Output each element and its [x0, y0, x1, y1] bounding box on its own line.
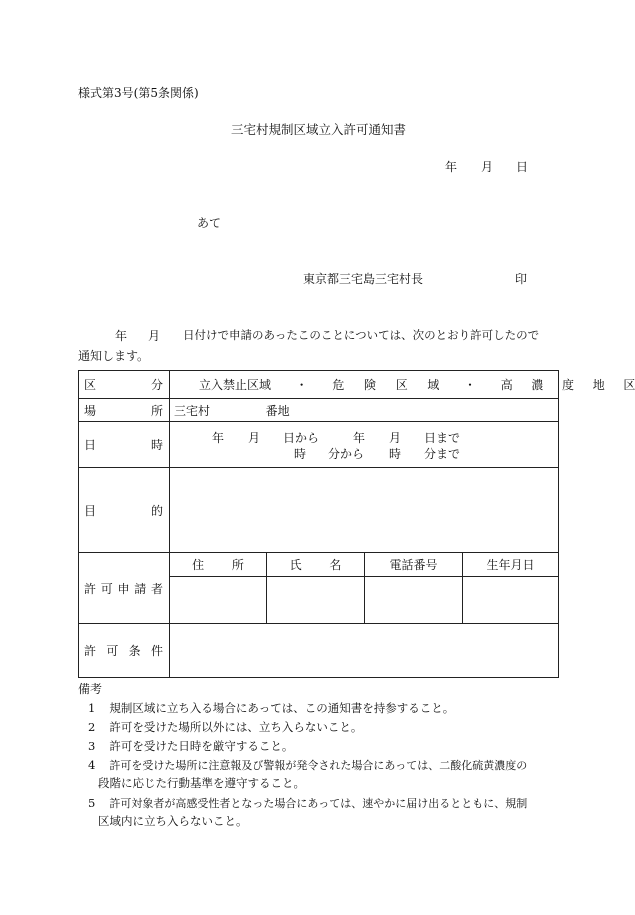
dt-to-minute: 分まで	[424, 447, 461, 461]
label-category-char: 分	[150, 378, 163, 392]
col-address-char: 住	[192, 558, 205, 572]
notes-heading: 備考	[78, 682, 103, 696]
body-year: 年	[115, 329, 128, 343]
note-number: 2	[88, 720, 96, 734]
option-restricted-area[interactable]: 立入禁止区域	[199, 378, 272, 392]
label-purpose-char: 的	[150, 503, 163, 518]
option-high-conc-char[interactable]: 度	[562, 378, 575, 392]
row-datetime	[79, 422, 559, 468]
body-line2: 通知します。	[78, 349, 150, 363]
dt-from-minute: 分から	[328, 447, 365, 461]
label-applicant-char: 許	[84, 581, 97, 596]
dt-from-day: 日から	[283, 431, 320, 445]
col-address-header	[170, 553, 267, 577]
option-danger-char[interactable]: 域	[427, 378, 440, 392]
addressee-suffix: あて	[197, 216, 222, 230]
dt-to-month: 月	[389, 431, 402, 445]
dt-to-hour: 時	[389, 447, 402, 461]
datetime-field[interactable]	[170, 422, 559, 468]
note-item	[88, 741, 293, 753]
place-village: 三宅村	[174, 403, 211, 418]
note-item	[88, 798, 527, 810]
dt-from-month: 月	[248, 431, 261, 445]
note-item	[88, 722, 362, 734]
label-purpose-char: 目	[84, 503, 97, 518]
option-danger-char[interactable]: 険	[364, 378, 377, 392]
form-number: 様式第3号(第5条関係)	[78, 86, 199, 100]
label-applicant-char: 申	[117, 581, 130, 596]
option-high-conc-char[interactable]: 区	[623, 378, 635, 392]
note-text: 規制区域に立ち入る場合にあっては、この通知書を持参すること。	[109, 701, 455, 715]
col-name-char: 名	[329, 558, 342, 572]
label-datetime-char: 日	[84, 438, 97, 452]
label-applicant	[79, 553, 170, 624]
label-place	[79, 399, 170, 422]
note-number: 5	[88, 796, 96, 810]
label-category-char: 区	[84, 378, 97, 392]
date-day: 日	[516, 160, 529, 174]
row-purpose	[79, 468, 559, 553]
col-birth-header: 生年月日	[463, 553, 559, 577]
row-conditions	[79, 624, 559, 678]
purpose-field[interactable]	[170, 468, 559, 553]
label-applicant-char: 可	[100, 581, 113, 596]
label-conditions	[79, 624, 170, 678]
note-item	[88, 760, 527, 772]
label-applicant-char: 請	[134, 581, 147, 596]
col-address-char: 所	[231, 558, 244, 572]
note-text: 許可を受けた場所に注意報及び警報が発令された場合にあっては、二酸化硫黄濃度の	[109, 759, 528, 772]
option-high-conc-char[interactable]: 地	[592, 378, 605, 392]
permit-form-table	[78, 370, 635, 678]
applicant-birth-field[interactable]	[463, 577, 559, 624]
applicant-name-field[interactable]	[267, 577, 365, 624]
option-danger-char[interactable]: 区	[395, 378, 408, 392]
date-year: 年	[445, 160, 458, 174]
option-high-conc-char[interactable]: 濃	[531, 378, 544, 392]
dt-from-hour: 時	[294, 447, 307, 461]
body-month: 月	[148, 329, 161, 343]
note-text: 許可を受けた場所以外には、立ち入らないこと。	[109, 720, 363, 734]
col-phone-header: 電話番号	[365, 553, 463, 577]
category-options	[170, 371, 635, 399]
label-datetime	[79, 422, 170, 468]
label-applicant-char: 者	[150, 581, 163, 596]
option-high-conc-char[interactable]: 高	[500, 378, 513, 392]
document-title: 三宅村規制区域立入許可通知書	[231, 122, 407, 137]
col-name-header	[267, 553, 365, 577]
option-separator: ・	[464, 378, 477, 392]
note-number: 1	[88, 701, 96, 715]
note-continuation	[98, 778, 305, 790]
conditions-field[interactable]	[170, 624, 559, 678]
seal-mark: 印	[515, 272, 528, 286]
option-danger-char[interactable]: 危	[332, 378, 345, 392]
label-conditions-char: 許	[84, 644, 97, 658]
note-number: 3	[88, 739, 96, 753]
note-text: 許可を受けた日時を厳守すること。	[109, 739, 294, 753]
body-line1: 日付けで申請のあったこのことについては、次のとおり許可したので	[183, 328, 540, 342]
note-text-cont: 区域内に立ち入らないこと。	[98, 814, 248, 828]
row-applicant-header	[79, 553, 559, 577]
note-item	[88, 703, 454, 715]
date-month: 月	[481, 160, 494, 174]
issuer-name: 東京都三宅島三宅村長	[303, 272, 424, 286]
col-name-char: 氏	[289, 558, 302, 572]
dt-to-day: 日まで	[424, 431, 461, 445]
applicant-address-field[interactable]	[170, 577, 267, 624]
place-banchi: 番地	[265, 403, 290, 418]
place-field[interactable]	[170, 399, 559, 422]
option-separator: ・	[295, 378, 308, 392]
note-number: 4	[88, 758, 96, 772]
label-purpose	[79, 468, 170, 553]
label-conditions-char: 可	[106, 644, 119, 658]
label-category	[79, 371, 170, 399]
label-place-char: 所	[150, 403, 163, 418]
note-text: 許可対象者が高感受性者となった場合にあっては、速やかに届け出るとともに、規制	[109, 797, 528, 810]
label-place-char: 場	[84, 403, 97, 418]
note-continuation	[98, 816, 248, 828]
label-conditions-char: 条	[128, 644, 141, 658]
dt-to-year: 年	[353, 431, 366, 445]
label-conditions-char: 件	[150, 644, 163, 658]
row-place	[79, 399, 559, 422]
note-text-cont: 段階に応じた行動基準を遵守すること。	[98, 776, 305, 790]
applicant-phone-field[interactable]	[365, 577, 463, 624]
label-datetime-char: 時	[150, 438, 163, 452]
row-category	[79, 371, 559, 399]
dt-from-year: 年	[212, 431, 225, 445]
